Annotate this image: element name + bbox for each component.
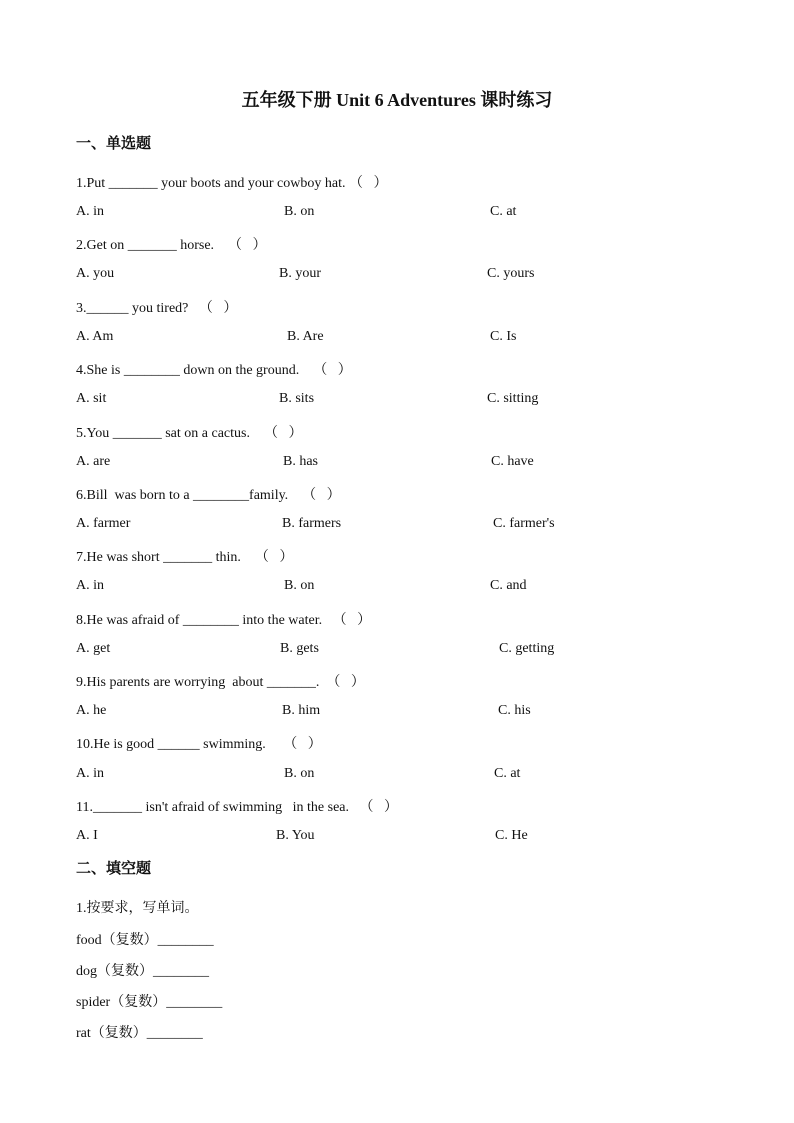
option-b: B. Are (287, 329, 324, 344)
question-stem: 7.He was short _______ thin. （ ） (76, 550, 294, 565)
page-title: 五年级下册 Unit 6 Adventures 课时练习 (241, 90, 553, 110)
question-stem: 2.Get on _______ horse. （ ） (76, 238, 267, 253)
question-stem: 6.Bill was born to a ________family. （ ） (76, 488, 341, 503)
option-a: A. in (76, 766, 104, 781)
question-stem: 8.He was afraid of ________ into the water. （ ） (76, 613, 372, 628)
question-stem: 1.Put _______ your boots and your cowboy hat. （ ） (76, 176, 388, 191)
option-c: C. his (498, 703, 531, 718)
section-heading-single-choice: 一、单选题 (76, 134, 152, 152)
option-c: C. at (490, 204, 517, 219)
fill-line-food: food（复数）________ (76, 933, 214, 948)
option-c: C. Is (490, 329, 517, 344)
option-a: A. you (76, 266, 115, 281)
option-c: C. at (494, 766, 521, 781)
question-stem: 11._______ isn't afraid of swimming in the sea. （ ） (76, 800, 399, 815)
option-a: A. in (76, 204, 104, 219)
option-a: A. in (76, 578, 104, 593)
question-stem: 3.______ you tired? （ ） (76, 301, 238, 316)
question-stem: 5.You _______ sat on a cactus. （ ） (76, 426, 303, 441)
fill-line-spider: spider（复数）________ (76, 995, 223, 1010)
option-b: B. You (276, 828, 315, 843)
option-a: A. sit (76, 391, 107, 406)
option-b: B. your (279, 266, 321, 281)
option-c: C. yours (487, 266, 535, 281)
option-c: C. and (490, 578, 527, 593)
option-b: B. farmers (282, 516, 342, 531)
option-a: A. Am (76, 329, 114, 344)
section-heading-fill-in: 二、填空题 (76, 859, 152, 877)
question-stem: 9.His parents are worrying about _______. （ ） (76, 675, 365, 690)
fill-line-rat: rat（复数）________ (76, 1026, 203, 1041)
option-b: B. on (284, 204, 315, 219)
option-a: A. I (76, 828, 98, 843)
option-c: C. sitting (487, 391, 539, 406)
fill-line-dog: dog（复数）________ (76, 964, 209, 979)
option-a: A. he (76, 703, 107, 718)
option-b: B. gets (280, 641, 319, 656)
question-stem: 4.She is ________ down on the ground. （ ） (76, 363, 352, 378)
option-c: C. have (491, 454, 534, 469)
option-c: C. getting (499, 641, 555, 656)
option-b: B. sits (279, 391, 315, 406)
fill-prompt: 1.按要求，写单词。 (76, 901, 199, 916)
option-a: A. get (76, 641, 111, 656)
option-b: B. has (283, 454, 318, 469)
question-stem: 10.He is good ______ swimming. （ ） (76, 737, 322, 752)
option-a: A. farmer (76, 516, 131, 531)
option-a: A. are (76, 454, 111, 469)
option-c: C. He (495, 828, 528, 843)
option-b: B. on (284, 578, 315, 593)
option-b: B. on (284, 766, 315, 781)
option-b: B. him (282, 703, 321, 718)
option-c: C. farmer's (493, 516, 555, 531)
